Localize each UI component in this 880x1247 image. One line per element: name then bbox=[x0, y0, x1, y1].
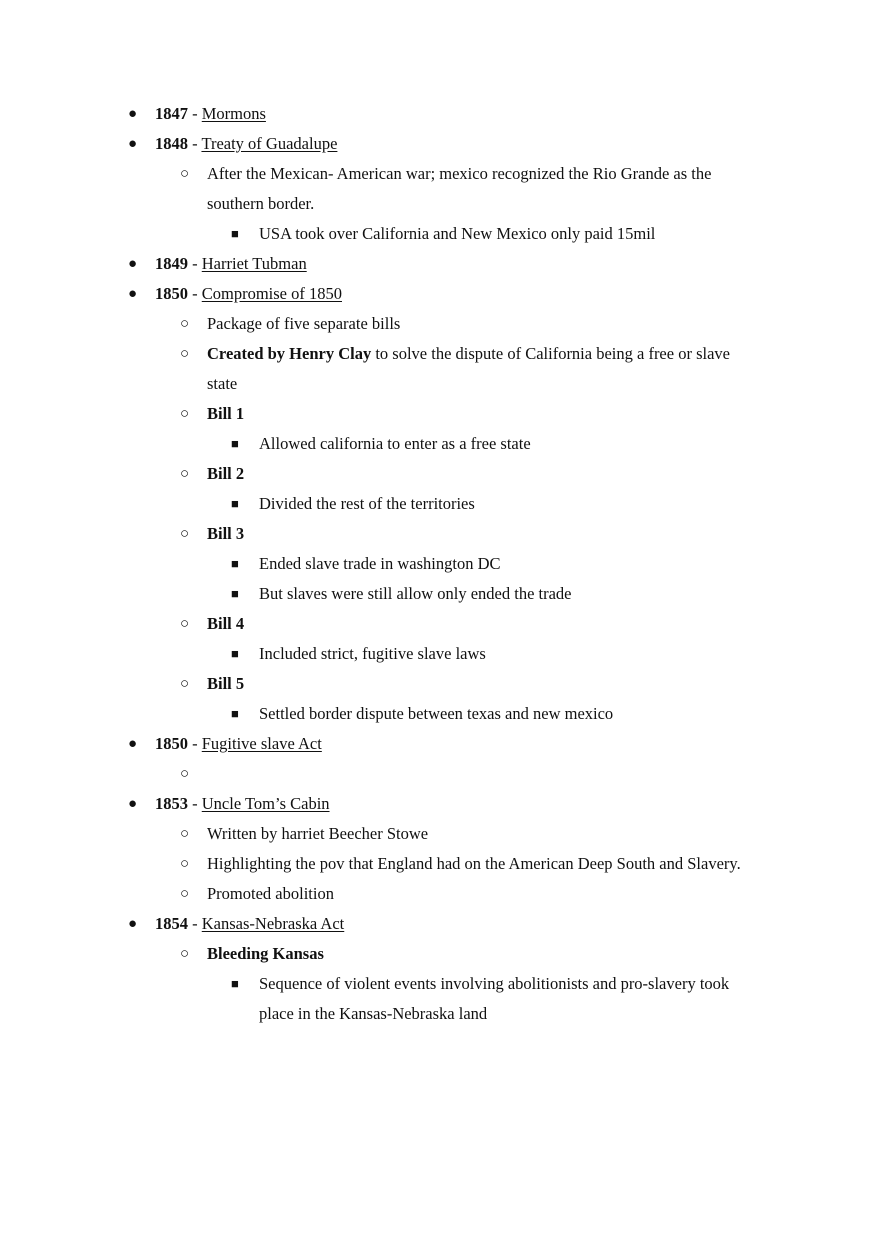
list-item-text bbox=[155, 129, 337, 159]
list-item-continuation bbox=[0, 369, 880, 399]
circle-bullet-icon: ○ bbox=[180, 676, 190, 692]
square-bullet-icon: ■ bbox=[231, 436, 239, 451]
list-item bbox=[0, 489, 880, 519]
list-item bbox=[0, 429, 880, 459]
list-item-1853 bbox=[0, 789, 880, 819]
list-item-1848 bbox=[0, 129, 880, 159]
list-item-text: USA took over California and New Mexico only paid 15mil bbox=[259, 224, 656, 243]
list-item bbox=[0, 309, 880, 339]
bullet-icon: ● bbox=[128, 256, 138, 272]
list-item bbox=[0, 849, 880, 879]
list-item-text: After the Mexican- American war; mexico recognized the Rio Grande as the bbox=[207, 164, 712, 183]
year: 1850 bbox=[155, 284, 188, 303]
square-bullet-icon: ■ bbox=[231, 706, 239, 721]
separator: - bbox=[188, 284, 202, 303]
list-item-text: But slaves were still allow only ended the trade bbox=[259, 584, 572, 603]
list-item-text: place in the Kansas-Nebraska land bbox=[259, 1004, 488, 1023]
circle-bullet-icon: ○ bbox=[180, 316, 190, 332]
list-item-text: Sequence of violent events involving abolitionists and pro-slavery took bbox=[259, 974, 730, 993]
separator: - bbox=[188, 914, 202, 933]
circle-bullet-icon: ○ bbox=[180, 946, 190, 962]
list-item bbox=[0, 639, 880, 669]
square-bullet-icon: ■ bbox=[231, 226, 239, 241]
year: 1850 bbox=[155, 734, 188, 753]
circle-bullet-icon: ○ bbox=[180, 886, 190, 902]
square-bullet-icon: ■ bbox=[231, 556, 239, 571]
topic-title: Uncle Tom’s Cabin bbox=[201, 794, 330, 813]
bullet-icon: ● bbox=[128, 916, 138, 932]
list-item-text: Ended slave trade in washington DC bbox=[259, 554, 501, 573]
list-item-text: Settled border dispute between texas and new mexico bbox=[259, 704, 614, 723]
plain-phrase: to solve the dispute of California being a free or slave bbox=[371, 344, 730, 363]
list-item-1850-compromise bbox=[0, 279, 880, 309]
bold-phrase: Bleeding Kansas bbox=[207, 944, 324, 963]
list-item-bill-1 bbox=[0, 399, 880, 429]
list-item-text bbox=[155, 789, 330, 819]
bill-label: Bill 2 bbox=[207, 464, 245, 483]
bill-label: Bill 1 bbox=[207, 404, 245, 423]
list-item-bill-3 bbox=[0, 519, 880, 549]
separator: - bbox=[188, 794, 202, 813]
list-item-bill-2 bbox=[0, 459, 880, 489]
list-item bbox=[0, 879, 880, 909]
list-item-text: Written by harriet Beecher Stowe bbox=[207, 824, 429, 843]
year: 1849 bbox=[155, 254, 188, 273]
list-item-text: Package of five separate bills bbox=[207, 314, 401, 333]
bullet-icon: ● bbox=[128, 136, 138, 152]
list-item bbox=[0, 549, 880, 579]
list-item bbox=[0, 339, 880, 369]
list-item bbox=[0, 579, 880, 609]
list-item-text: Highlighting the pov that England had on the American Deep South and Slavery. bbox=[207, 854, 741, 873]
list-item-bill-4 bbox=[0, 609, 880, 639]
list-item-1854 bbox=[0, 909, 880, 939]
circle-bullet-icon: ○ bbox=[180, 616, 190, 632]
year: 1853 bbox=[155, 794, 188, 813]
separator: - bbox=[188, 734, 202, 753]
bullet-icon: ● bbox=[128, 736, 138, 752]
list-item bbox=[0, 969, 880, 999]
topic-title: Treaty of Guadalupe bbox=[201, 134, 338, 153]
document-body bbox=[0, 99, 880, 1029]
list-item-1850-fugitive bbox=[0, 729, 880, 759]
list-item-text bbox=[207, 399, 244, 429]
separator: - bbox=[188, 134, 202, 153]
circle-bullet-icon: ○ bbox=[180, 766, 190, 782]
list-item-text: Divided the rest of the territories bbox=[259, 494, 475, 513]
square-bullet-icon: ■ bbox=[231, 586, 239, 601]
list-item-text bbox=[155, 99, 266, 129]
separator: - bbox=[188, 254, 202, 273]
year: 1847 bbox=[155, 104, 188, 123]
list-item bbox=[0, 819, 880, 849]
list-item-1847 bbox=[0, 99, 880, 129]
list-item-text: Allowed california to enter as a free state bbox=[259, 434, 531, 453]
bill-label: Bill 5 bbox=[207, 674, 245, 693]
circle-bullet-icon: ○ bbox=[180, 526, 190, 542]
list-item-text bbox=[207, 669, 244, 699]
list-item-text: Included strict, fugitive slave laws bbox=[259, 644, 486, 663]
list-item-text bbox=[155, 909, 344, 939]
list-item bbox=[0, 939, 880, 969]
list-item-text: state bbox=[207, 374, 238, 393]
bullet-icon: ● bbox=[128, 286, 138, 302]
circle-bullet-icon: ○ bbox=[180, 166, 190, 182]
list-item-bill-5 bbox=[0, 669, 880, 699]
list-item-text bbox=[155, 279, 342, 309]
circle-bullet-icon: ○ bbox=[180, 406, 190, 422]
topic-title: Compromise of 1850 bbox=[201, 284, 342, 303]
square-bullet-icon: ■ bbox=[231, 976, 239, 991]
list-item-text bbox=[207, 519, 244, 549]
list-item-empty bbox=[0, 759, 880, 789]
bill-label: Bill 4 bbox=[207, 614, 245, 633]
list-item-continuation bbox=[0, 999, 880, 1029]
list-item-continuation bbox=[0, 189, 880, 219]
list-item bbox=[0, 159, 880, 189]
list-item-text bbox=[207, 609, 244, 639]
year: 1854 bbox=[155, 914, 188, 933]
circle-bullet-icon: ○ bbox=[180, 826, 190, 842]
topic-title: Fugitive slave Act bbox=[201, 734, 322, 753]
circle-bullet-icon: ○ bbox=[180, 346, 190, 362]
topic-title: Kansas-Nebraska Act bbox=[201, 914, 345, 933]
circle-bullet-icon: ○ bbox=[180, 856, 190, 872]
list-item bbox=[0, 219, 880, 249]
list-item-text bbox=[207, 459, 244, 489]
bold-phrase: Created by Henry Clay bbox=[207, 344, 372, 363]
circle-bullet-icon: ○ bbox=[180, 466, 190, 482]
list-item-text bbox=[207, 339, 730, 369]
bullet-icon: ● bbox=[128, 106, 138, 122]
square-bullet-icon: ■ bbox=[231, 646, 239, 661]
list-item bbox=[0, 699, 880, 729]
list-item-text: southern border. bbox=[207, 194, 315, 213]
square-bullet-icon: ■ bbox=[231, 496, 239, 511]
year: 1848 bbox=[155, 134, 188, 153]
separator: - bbox=[188, 104, 202, 123]
topic-title: Mormons bbox=[201, 104, 266, 123]
list-item-text bbox=[155, 249, 307, 279]
list-item-1849 bbox=[0, 249, 880, 279]
topic-title: Harriet Tubman bbox=[201, 254, 307, 273]
bullet-icon: ● bbox=[128, 796, 138, 812]
bill-label: Bill 3 bbox=[207, 524, 245, 543]
list-item-text: Promoted abolition bbox=[207, 884, 334, 903]
list-item-text bbox=[207, 939, 324, 969]
list-item-text bbox=[155, 729, 322, 759]
